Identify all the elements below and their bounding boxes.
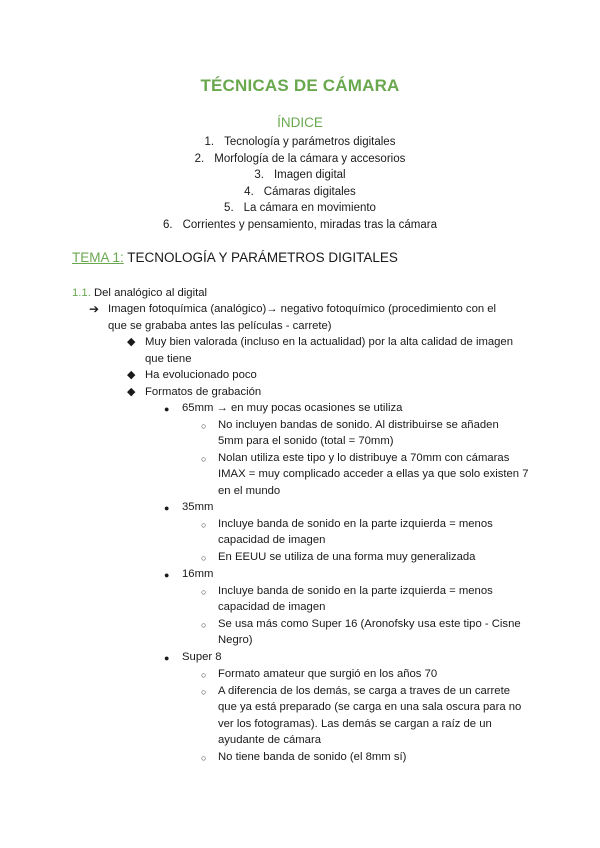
arrow-bullet-icon: ➔: [89, 302, 100, 316]
list-item-text: 16mm: [182, 568, 214, 580]
circle-bullet-icon: ○: [201, 620, 207, 630]
list-item-text: en el mundo: [218, 485, 281, 497]
list-item-text: Incluye banda de sonido en la parte izquierda = menos: [218, 518, 493, 530]
index-item-text: Tecnología y parámetros digitales: [224, 136, 396, 148]
index-item: [0, 200, 600, 217]
section-number: 1.1.: [72, 287, 91, 299]
diamond-bullet-icon: ◆: [127, 386, 136, 398]
index-heading: ÍNDICE: [277, 115, 323, 130]
dot-bullet-icon: ●: [164, 570, 170, 580]
list-item-text: Muy bien valorada (incluso en la actualidad) por la alta calidad de imagen: [145, 336, 513, 348]
list-item-text: que ya está preparado (se carga en una sala oscura para no: [218, 701, 522, 713]
list-item-text: capacidad de imagen: [218, 601, 326, 613]
section-heading: [72, 285, 207, 302]
list-item-text: Se usa más como Super 16 (Aronofsky usa este tipo - Cisne: [218, 618, 521, 630]
circle-bullet-icon: ○: [201, 454, 207, 464]
list-item-text: Super 8: [182, 651, 222, 663]
index-item-text: Corrientes y pensamiento, miradas tras la cámara: [182, 218, 437, 231]
index-item-number: 1.: [204, 136, 215, 148]
index-item: [0, 134, 600, 151]
list-item-text: capacidad de imagen: [218, 534, 326, 546]
list-item-text: Ha evolucionado poco: [145, 369, 257, 381]
list-item-text: 65mm → en muy pocas ocasiones se utiliza: [182, 402, 403, 414]
circle-bullet-icon: ○: [201, 553, 207, 563]
list-item-text: No tiene banda de sonido (el 8mm sí): [218, 751, 407, 763]
circle-bullet-icon: ○: [201, 587, 207, 597]
document-title: TÉCNICAS DE CÁMARA: [200, 76, 400, 95]
diamond-bullet-icon: ◆: [127, 336, 136, 348]
index-item-text: Morfología de la cámara y accesorios: [214, 152, 406, 165]
index-item: [0, 167, 600, 184]
index-item-text: Imagen digital: [273, 169, 346, 181]
list-item-text: IMAX = muy complicado acceder a ellas ya que solo existen 7: [218, 468, 529, 480]
index-item-text: Cámaras digitales: [263, 185, 356, 198]
index-item: [0, 184, 600, 201]
list-item-text: Negro): [218, 634, 253, 646]
list-item-text: Formato amateur que surgió en los años 70: [218, 668, 438, 680]
circle-bullet-icon: ○: [201, 753, 207, 763]
section-title: Del analógico al digital: [93, 287, 208, 299]
list-item-text: Incluye banda de sonido en la parte izquierda = menos: [218, 585, 493, 597]
dot-bullet-icon: ●: [164, 404, 170, 414]
tema-title: TECNOLOGÍA Y PARÁMETROS DIGITALES: [123, 250, 398, 265]
dot-bullet-icon: ●: [164, 503, 170, 513]
index-item: [0, 151, 600, 168]
circle-bullet-icon: ○: [201, 670, 207, 680]
index-item-number: 2.: [194, 152, 205, 165]
index-item-number: 5.: [224, 202, 234, 214]
tema-label: TEMA 1:: [72, 250, 124, 265]
list-item-text: 5mm para el sonido (total = 70mm): [218, 435, 394, 447]
list-item-text: que tiene: [145, 353, 192, 365]
list-item-text: Imagen fotoquímica (analógico)→ negativo fotoquímico (procedimiento con el: [108, 303, 497, 315]
list-item-text: A diferencia de los demás, se carga a traves de un carrete: [218, 685, 510, 697]
index-item-number: 3.: [254, 169, 264, 181]
list-item-text: Formatos de grabación: [145, 386, 262, 398]
list-item-text: 35mm: [182, 501, 214, 513]
diamond-bullet-icon: ◆: [127, 369, 136, 381]
list-item-text: ayudante de cámara: [218, 734, 321, 746]
list-item-text: En EEUU se utiliza de una forma muy generalizada: [218, 551, 476, 563]
index-item: [0, 217, 600, 234]
index-list: [0, 134, 600, 233]
list-item-text: que se grababa antes las películas - carrete): [108, 320, 332, 332]
list-item-text: Nolan utiliza este tipo y lo distribuye a 70mm con cámaras: [218, 452, 510, 464]
index-item-number: 4.: [244, 185, 254, 198]
index-item-number: 6.: [163, 218, 173, 231]
list-item-text: ver los fotogramas). Las demás se cargan a raíz de un: [218, 718, 492, 730]
circle-bullet-icon: ○: [201, 421, 207, 431]
list-item-text: No incluyen bandas de sonido. Al distribuirse se añaden: [218, 419, 499, 431]
circle-bullet-icon: ○: [201, 687, 207, 697]
circle-bullet-icon: ○: [201, 520, 207, 530]
index-item-text: La cámara en movimiento: [243, 202, 376, 214]
dot-bullet-icon: ●: [164, 653, 170, 663]
tema-heading: [72, 250, 398, 265]
